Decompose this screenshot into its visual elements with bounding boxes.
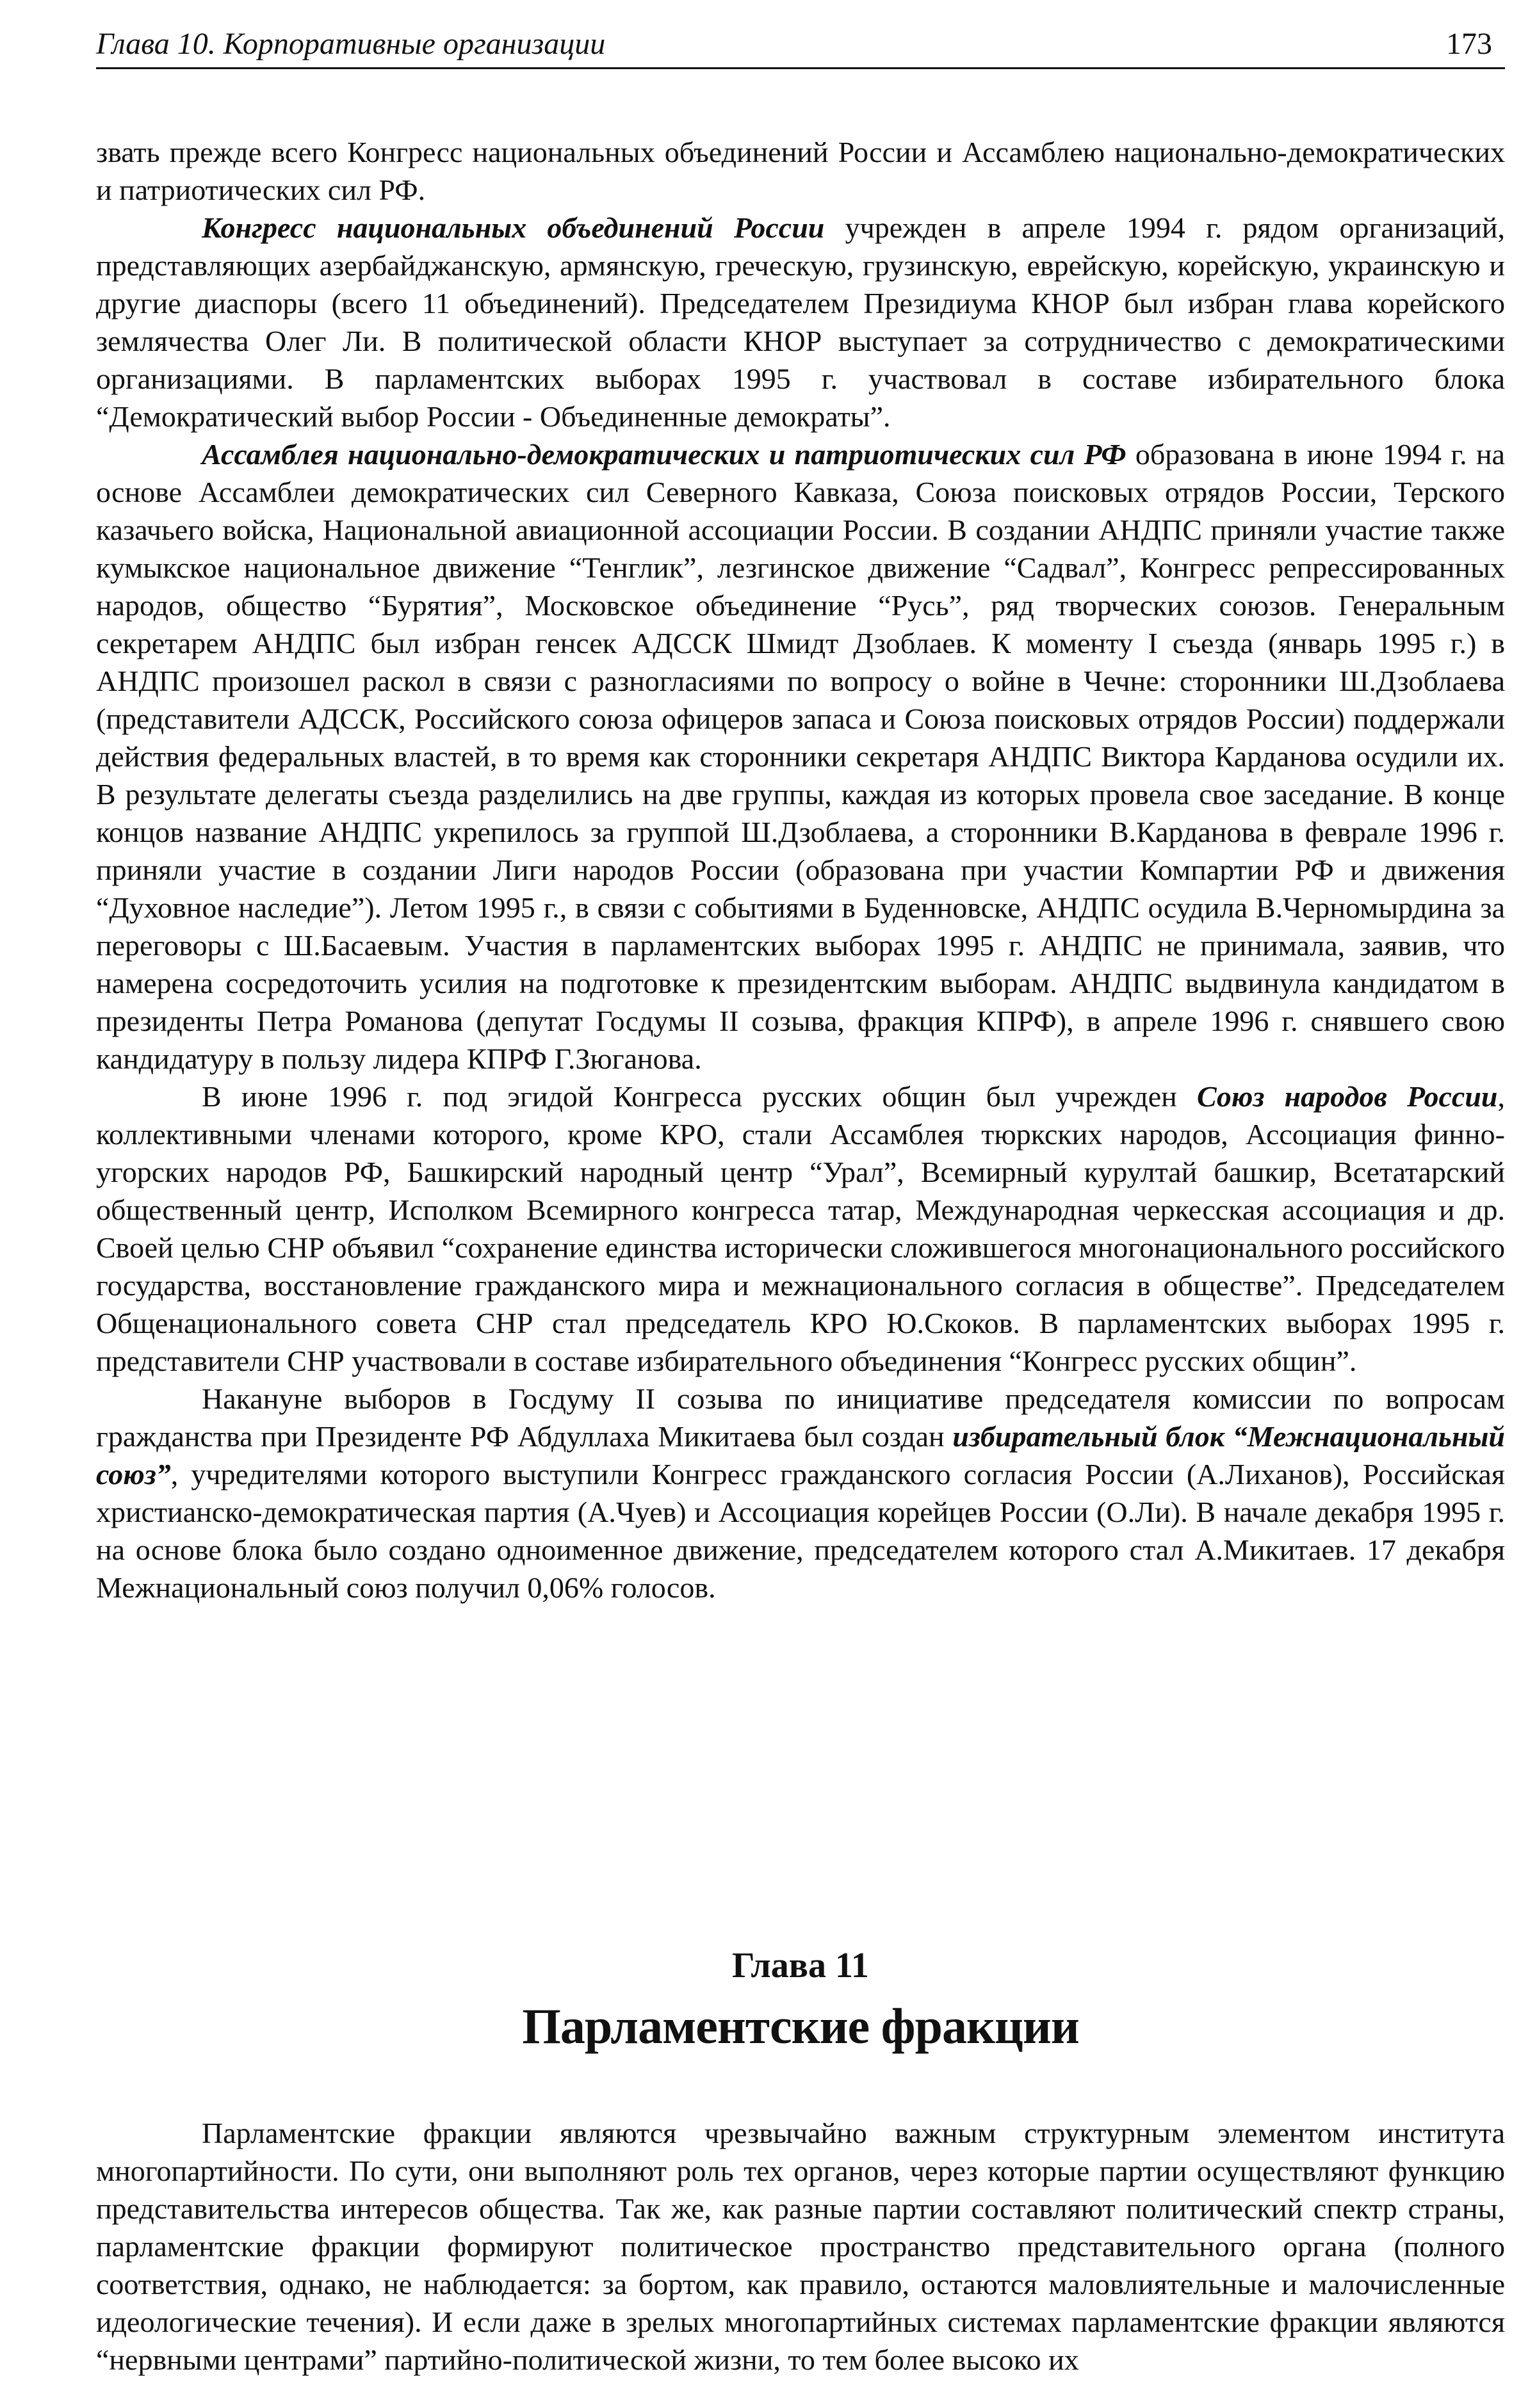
paragraph-text: учрежден в апреле 1994 г. рядом организаций, представляющих азербайджанскую, армянскую, греческую, грузинскую, еврейскую, корейскую, украинскую и другие диаспоры (всего 11 объединений). Председателем Президиума КНОР был избран глава корейского землячества Олег Ли. В политической области КНОР выступает за сотрудничество с демократическими организациями. В парламентских выборах 1995 г. участвовал в составе избирательного блока “Демократический выбор России - Объединенные демократы”.: [96, 211, 1505, 433]
chapter-heading: [96, 1943, 1505, 2057]
paragraph-pre-text: Накануне выборов в Госдуму II созыва по инициативе председателя комиссии по вопросам гражданства при Президенте РФ Абдуллаха Микитаева был создан: [96, 1382, 1505, 1453]
paragraph-4: [96, 1078, 1505, 1380]
paragraph-1: [96, 133, 1505, 209]
running-header: [96, 22, 1505, 69]
paragraph-lead-term: Конгресс национальных объединений России: [202, 211, 825, 244]
paragraph-lead-term: избирательный блок “Межнациональный союз”: [96, 1420, 1505, 1491]
body-text: [96, 133, 1505, 1606]
chapter-title: Парламентские фракции: [522, 1998, 1079, 2054]
chapter-number: Глава 11: [732, 1946, 869, 1985]
page-number: 173: [1446, 27, 1492, 61]
paragraph-text: образована в июне 1994 г. на основе Ассамблеи демократических сил Северного Кавказа, Союза поисковых отрядов России, Терского казачьего войска, Национальной авиационной ассоциации России. В создании АНДПС приняли участие также кумыкское национальное движение “Тенглик”, лезгинское движение “Садвал”, Конгресс репрессированных народов, общество “Бурятия”, Московское объединение “Русь”, ряд творческих союзов. Генеральным секретарем АНДПС был избран генсек АДССК Шмидт Дзоблаев. К моменту I съезда (январь 1995 г.) в АНДПС произошел раскол в связи с разногласиями по вопросу о войне в Чечне: сторонники Ш.Дзоблаева (представители АДССК, Российского союза офицеров запаса и Союза поисковых отрядов России) поддержали действия федеральных властей, в то время как сторонники секретаря АНДПС Виктора Карданова осудили их. В результате делегаты съезда разделились на две группы, каждая из которых провела свое заседание. В конце концов название АНДПС укрепилось за группой Ш.Дзоблаева, а сторонники В.Карданова в феврале 1996 г. приняли участие в создании Лиги народов России (образована при участии Компартии РФ и движения “Духовное наследие”). Летом 1995 г., в связи с событиями в Буденновске, АНДПС осудила В.Черномырдина за переговоры с Ш.Басаевым. Участия в парламентских выборах 1995 г. АНДПС не принимала, заявив, что намерена сосредоточить усилия на подготовке к президентским выборам. АНДПС выдвинула кандидатом в президенты Петра Романова (депутат Госдумы II созыва, фракция КПРФ), в апреле 1996 г. снявшего свою кандидатуру в пользу лидера КПРФ Г.Зюганова.: [96, 438, 1505, 1075]
running-header-title: Глава 10. Корпоративные организации: [96, 27, 606, 61]
chapter-body-text: [96, 2114, 1505, 2379]
book-page: [96, 0, 1505, 2408]
paragraph-lead-term: Ассамблея национально-демократических и патриотических сил РФ: [202, 438, 1126, 471]
paragraph-text: , коллективными членами которого, кроме КРО, стали Ассамблея тюркских народов, Ассоциация финно-угорских народов РФ, Башкирский народный центр “Урал”, Всемирный курултай башкир, Всетатарский общественный центр, Исполком Всемирного конгресса татар, Международная черкесская ассоциация и др. Своей целью СНР объявил “сохранение единства исторически сложившегося многонационального российского государства, восстановление гражданского мира и межнационального согласия в обществе”. Председателем Общенационального совета СНР стал председатель КРО Ю.Скоков. В парламентских выборах 1995 г. представители СНР участвовали в составе избирательного объединения “Конгресс русских общин”.: [96, 1080, 1505, 1377]
paragraph-5: [96, 1380, 1505, 1606]
paragraph-text: , учредителями которого выступили Конгресс гражданского согласия России (А.Лиханов), Российская христианско-демократическая партия (А.Чуев) и Ассоциация корейцев России (О.Ли). В начале декабря 1995 г. на основе блока было создано одноименное движение, председателем которого стал А.Микитаев. 17 декабря Межнациональный союз получил 0,06% голосов.: [96, 1458, 1505, 1604]
paragraph-lead-term: Союз народов России: [1196, 1080, 1498, 1113]
paragraph-2: [96, 209, 1505, 435]
paragraph-pre-text: В июне 1996 г. под эгидой Конгресса русских общин был учрежден: [202, 1080, 1197, 1113]
paragraph-text: звать прежде всего Конгресс национальных объединений России и Ассамблею национально-демократических и патриотических сил РФ.: [96, 136, 1505, 206]
paragraph-3: [96, 435, 1505, 1078]
chapter-paragraph-1: Парламентские фракции являются чрезвычайно важным структурным элементом института многопартийности. По сути, они выполняют роль тех органов, через которые партии осуществляют функцию представительства интересов общества. Так же, как разные партии составляют политический спектр страны, парламентские фракции формируют политическое пространство представительного органа (полного соответствия, однако, не наблюдается: за бортом, как правило, остаются маловлиятельные и малочисленные идеологические течения). И если даже в зрелых многопартийных системах парламентские фракции являются “нервными центрами” партийно-политической жизни, то тем более высоко их: [96, 2117, 1505, 2376]
